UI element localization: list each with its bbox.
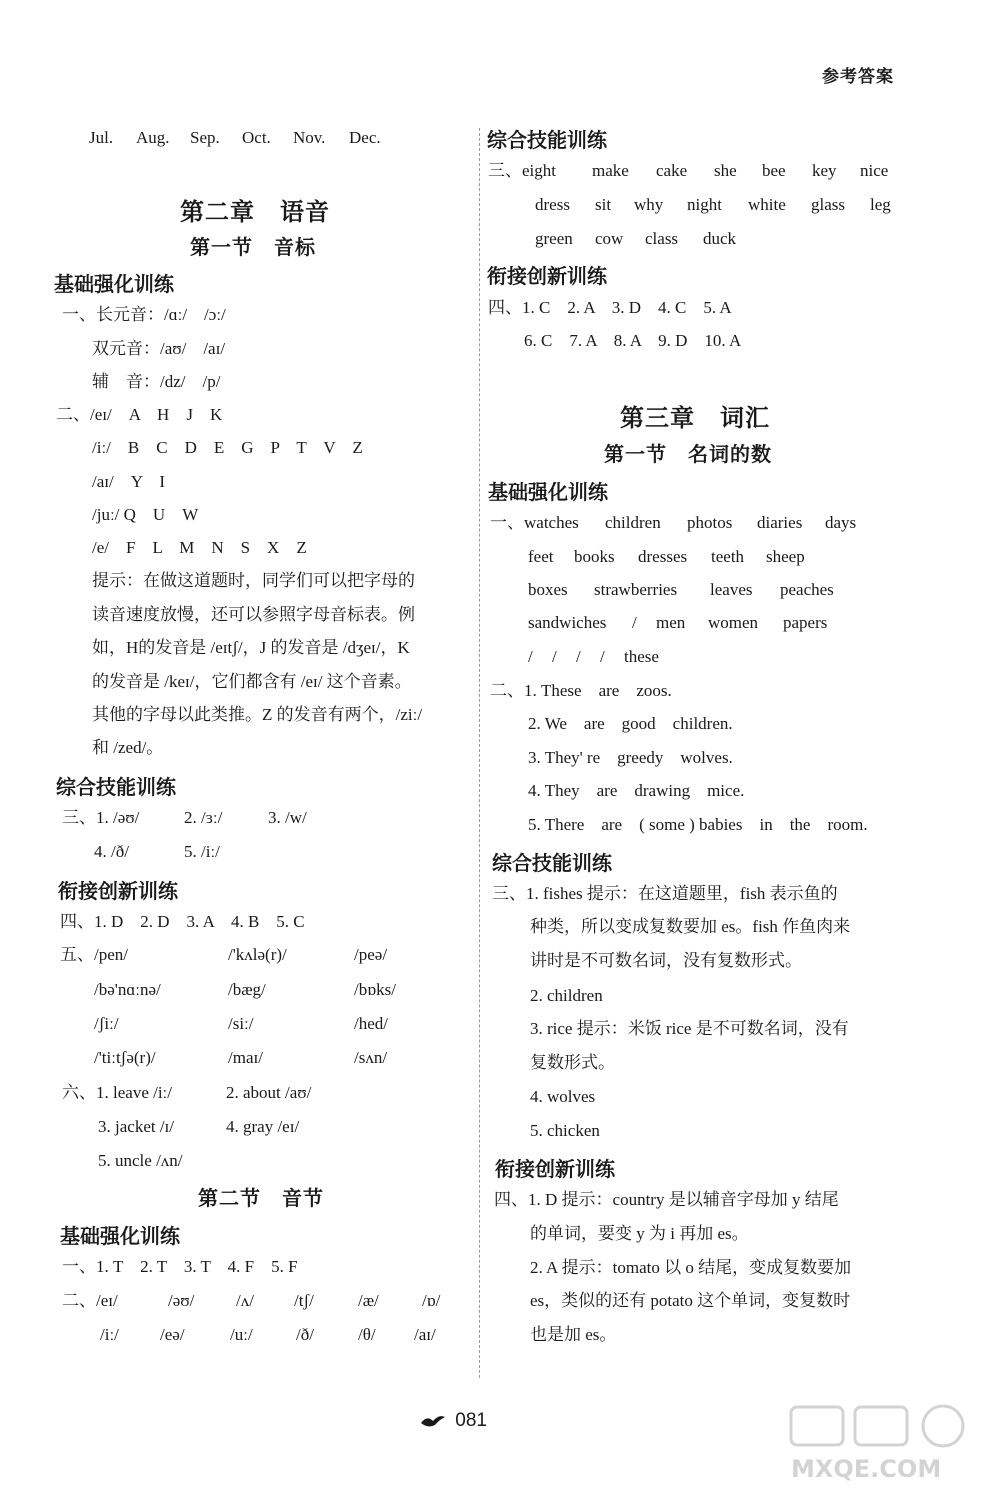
- answer-line: 一、1. T 2. T 3. T 4. F 5. F: [62, 1257, 298, 1276]
- answer-line: 2. We are good children.: [528, 714, 733, 733]
- word-item: dress: [535, 195, 570, 214]
- answer-line: 二、1. These are zoos.: [490, 681, 672, 700]
- answer-line: 双元音：/aʊ/ /aɪ/: [92, 339, 226, 358]
- answer-item: 4. gray /eɪ/: [226, 1117, 300, 1136]
- word-item: papers: [783, 613, 828, 632]
- exercise-heading: 衔接创新训练: [58, 879, 178, 903]
- answer-line: 6. C 7. A 8. A 9. D 10. A: [524, 331, 742, 350]
- word-item: men: [656, 613, 686, 632]
- word-item: duck: [703, 229, 737, 248]
- word-item: feet: [528, 547, 554, 566]
- answer-line: 二、/eɪ/ A H J K: [56, 405, 223, 424]
- word-item: why: [634, 195, 664, 214]
- word-item: /: [600, 647, 605, 666]
- answer-item: 3. /w/: [268, 808, 307, 827]
- word-item: green: [535, 229, 573, 248]
- exercise-heading: 基础强化训练: [54, 272, 174, 296]
- word-item: bee: [762, 161, 786, 180]
- answer-line: 辅 音：/dz/ /p/: [92, 372, 221, 391]
- answer-line: 5. chicken: [530, 1121, 600, 1140]
- hint-line: 如，H的发音是 /eɪtʃ/，J 的发音是 /dʒeɪ/，K: [92, 638, 410, 657]
- word-item: white: [748, 195, 786, 214]
- exercise-heading: 基础强化训练: [60, 1224, 180, 1248]
- month: Sep.: [190, 128, 220, 147]
- hint-line: 提示：在做这道题时，同学们可以把字母的: [92, 571, 415, 590]
- answer-item: 5. uncle /ʌn/: [98, 1151, 183, 1170]
- phonetic-item: /bæg/: [228, 980, 266, 999]
- watermark-logo: [783, 1403, 988, 1483]
- chapter-title: 第二章 语音: [180, 200, 330, 226]
- phonetic-item: /θ/: [358, 1325, 376, 1344]
- word-item: days: [825, 513, 857, 532]
- answer-item: 三、1. /əʊ/: [62, 808, 140, 827]
- word-item: children: [605, 513, 661, 532]
- word-item: 一、watches: [490, 513, 579, 532]
- month: Aug.: [136, 128, 170, 147]
- answer-item: 4. /ð/: [94, 842, 129, 861]
- bird-icon: [420, 1413, 446, 1429]
- answer-item: 5. /iː/: [184, 842, 220, 861]
- exercise-heading: 综合技能训练: [56, 775, 176, 799]
- answer-line: /aɪ/ Y I: [92, 472, 166, 491]
- answer-line: 2. children: [530, 986, 603, 1005]
- phonetic-item: /ð/: [296, 1325, 314, 1344]
- word-item: women: [708, 613, 759, 632]
- answer-line: 种类，所以变成复数要加 es。fish 作鱼肉来: [530, 917, 851, 936]
- word-item: these: [624, 647, 659, 666]
- word-item: leaves: [710, 580, 753, 599]
- answer-item: 3. jacket /ɪ/: [98, 1117, 175, 1136]
- word-item: sit: [595, 195, 612, 214]
- exercise-heading: 综合技能训练: [492, 851, 612, 875]
- answer-line: /iː/ B C D E G P T V Z: [92, 438, 363, 457]
- answer-item: 六、1. leave /iː/: [62, 1083, 173, 1102]
- month: Jul.: [89, 128, 114, 147]
- word-item: cake: [656, 161, 688, 180]
- answer-item: 2. about /aʊ/: [226, 1083, 312, 1102]
- phonetic-item: /əʊ/: [168, 1291, 195, 1310]
- phonetic-item: /ʃiː/: [94, 1014, 119, 1033]
- phonetic-item: /ʌ/: [236, 1291, 254, 1310]
- word-item: /: [632, 613, 637, 632]
- header-label: 参考答案: [822, 67, 894, 87]
- word-item: teeth: [711, 547, 745, 566]
- answer-line: 5. There are ( some ) babies in the room.: [528, 815, 868, 834]
- phonetic-item: /aɪ/: [414, 1325, 436, 1344]
- answer-line: 一、长元音：/ɑː/ /ɔː/: [62, 305, 226, 324]
- exercise-heading: 衔接创新训练: [487, 264, 607, 288]
- hint-line: 读音速度放慢，还可以参照字母音标表。例: [92, 605, 415, 624]
- phonetic-item: /sʌn/: [354, 1048, 388, 1067]
- word-item: sheep: [766, 547, 805, 566]
- hint-line: 和 /zed/。: [92, 738, 164, 757]
- word-item: leg: [870, 195, 891, 214]
- answer-line: 4. They are drawing mice.: [528, 781, 745, 800]
- answer-line: 4. wolves: [530, 1087, 596, 1106]
- section-title: 第二节 音节: [198, 1188, 324, 1210]
- answer-line: es，类似的还有 potato 这个单词，变复数时: [530, 1291, 851, 1310]
- phonetic-item: /siː/: [228, 1014, 254, 1033]
- hint-line: 的发音是 /keɪ/，它们都含有 /eɪ/ 这个音素。: [92, 672, 412, 691]
- answer-line: 四、1. D 2. D 3. A 4. B 5. C: [60, 912, 305, 931]
- exercise-heading: 衔接创新训练: [495, 1157, 615, 1181]
- word-item: peaches: [780, 580, 834, 599]
- phonetic-item: /æ/: [358, 1291, 379, 1310]
- word-item: nice: [860, 161, 889, 180]
- phonetic-item: /ɒ/: [422, 1291, 441, 1310]
- answer-line: 三、1. fishes 提示：在这道题里，fish 表示鱼的: [492, 884, 838, 903]
- phonetic-item: /eə/: [160, 1325, 185, 1344]
- word-item: class: [645, 229, 679, 248]
- answer-line: /e/ F L M N S X Z: [92, 538, 307, 557]
- hint-line: 其他的字母以此类推。Z 的发音有两个，/ziː/: [92, 705, 423, 724]
- section-title: 第一节 音标: [190, 237, 316, 259]
- word-item: cow: [595, 229, 624, 248]
- answer-line: 也是加 es。: [530, 1325, 617, 1344]
- word-item: 三、eight: [488, 161, 556, 180]
- word-item: make: [592, 161, 629, 180]
- word-item: strawberries: [594, 580, 678, 599]
- phonetic-item: /peə/: [354, 945, 388, 964]
- word-item: diaries: [757, 513, 803, 532]
- phonetic-item: /maɪ/: [228, 1048, 263, 1067]
- phonetic-item: 二、/eɪ/: [62, 1291, 118, 1310]
- exercise-heading: 综合技能训练: [487, 128, 607, 152]
- watermark-text: MXQE.COM: [791, 1455, 942, 1483]
- word-item: boxes: [528, 580, 568, 599]
- word-item: /: [552, 647, 557, 666]
- answer-line: 3. rice 提示：米饭 rice 是不可数名词，没有: [530, 1019, 849, 1038]
- answer-line: 的单词，要变 y 为 i 再加 es。: [530, 1224, 749, 1243]
- word-item: /: [528, 647, 533, 666]
- phonetic-item: /'kʌlə(r)/: [228, 945, 287, 964]
- answer-line: /juː/ Q U W: [92, 505, 199, 524]
- month: Dec.: [349, 128, 381, 147]
- answer-item: 2. /ɜː/: [184, 808, 223, 827]
- phonetic-item: /tʃ/: [294, 1291, 314, 1310]
- phonetic-item: 五、/pen/: [60, 945, 128, 964]
- phonetic-item: /uː/: [230, 1325, 253, 1344]
- answer-line: 3. They' re greedy wolves.: [528, 748, 733, 767]
- column-divider: [479, 128, 480, 1378]
- word-item: books: [574, 547, 615, 566]
- page-number: 081: [455, 1410, 487, 1431]
- answer-line: 2. A 提示：tomato 以 o 结尾，变成复数要加: [530, 1258, 852, 1277]
- answer-line: 复数形式。: [530, 1053, 615, 1072]
- month: Nov.: [293, 128, 326, 147]
- month: Oct.: [242, 128, 271, 147]
- word-item: key: [812, 161, 837, 180]
- phonetic-item: /bɒks/: [354, 980, 396, 999]
- chapter-title: 第三章 词汇: [620, 406, 770, 432]
- word-item: she: [714, 161, 737, 180]
- word-item: dresses: [638, 547, 688, 566]
- answer-line: 四、1. C 2. A 3. D 4. C 5. A: [488, 298, 732, 317]
- phonetic-item: /iː/: [100, 1325, 119, 1344]
- word-item: sandwiches: [528, 613, 607, 632]
- word-item: /: [576, 647, 581, 666]
- page-footer: [420, 1410, 487, 1432]
- phonetic-item: /bə'nɑːnə/: [94, 980, 161, 999]
- answer-line: 四、1. D 提示：country 是以辅音字母加 y 结尾: [494, 1190, 839, 1209]
- section-title: 第一节 名词的数: [604, 444, 772, 466]
- phonetic-item: /hed/: [354, 1014, 388, 1033]
- exercise-heading: 基础强化训练: [488, 480, 608, 504]
- answer-line: 讲时是不可数名词，没有复数形式。: [530, 951, 802, 970]
- phonetic-item: /'tiːtʃə(r)/: [94, 1048, 156, 1067]
- word-item: glass: [811, 195, 845, 214]
- word-item: night: [687, 195, 722, 214]
- word-item: photos: [687, 513, 733, 532]
